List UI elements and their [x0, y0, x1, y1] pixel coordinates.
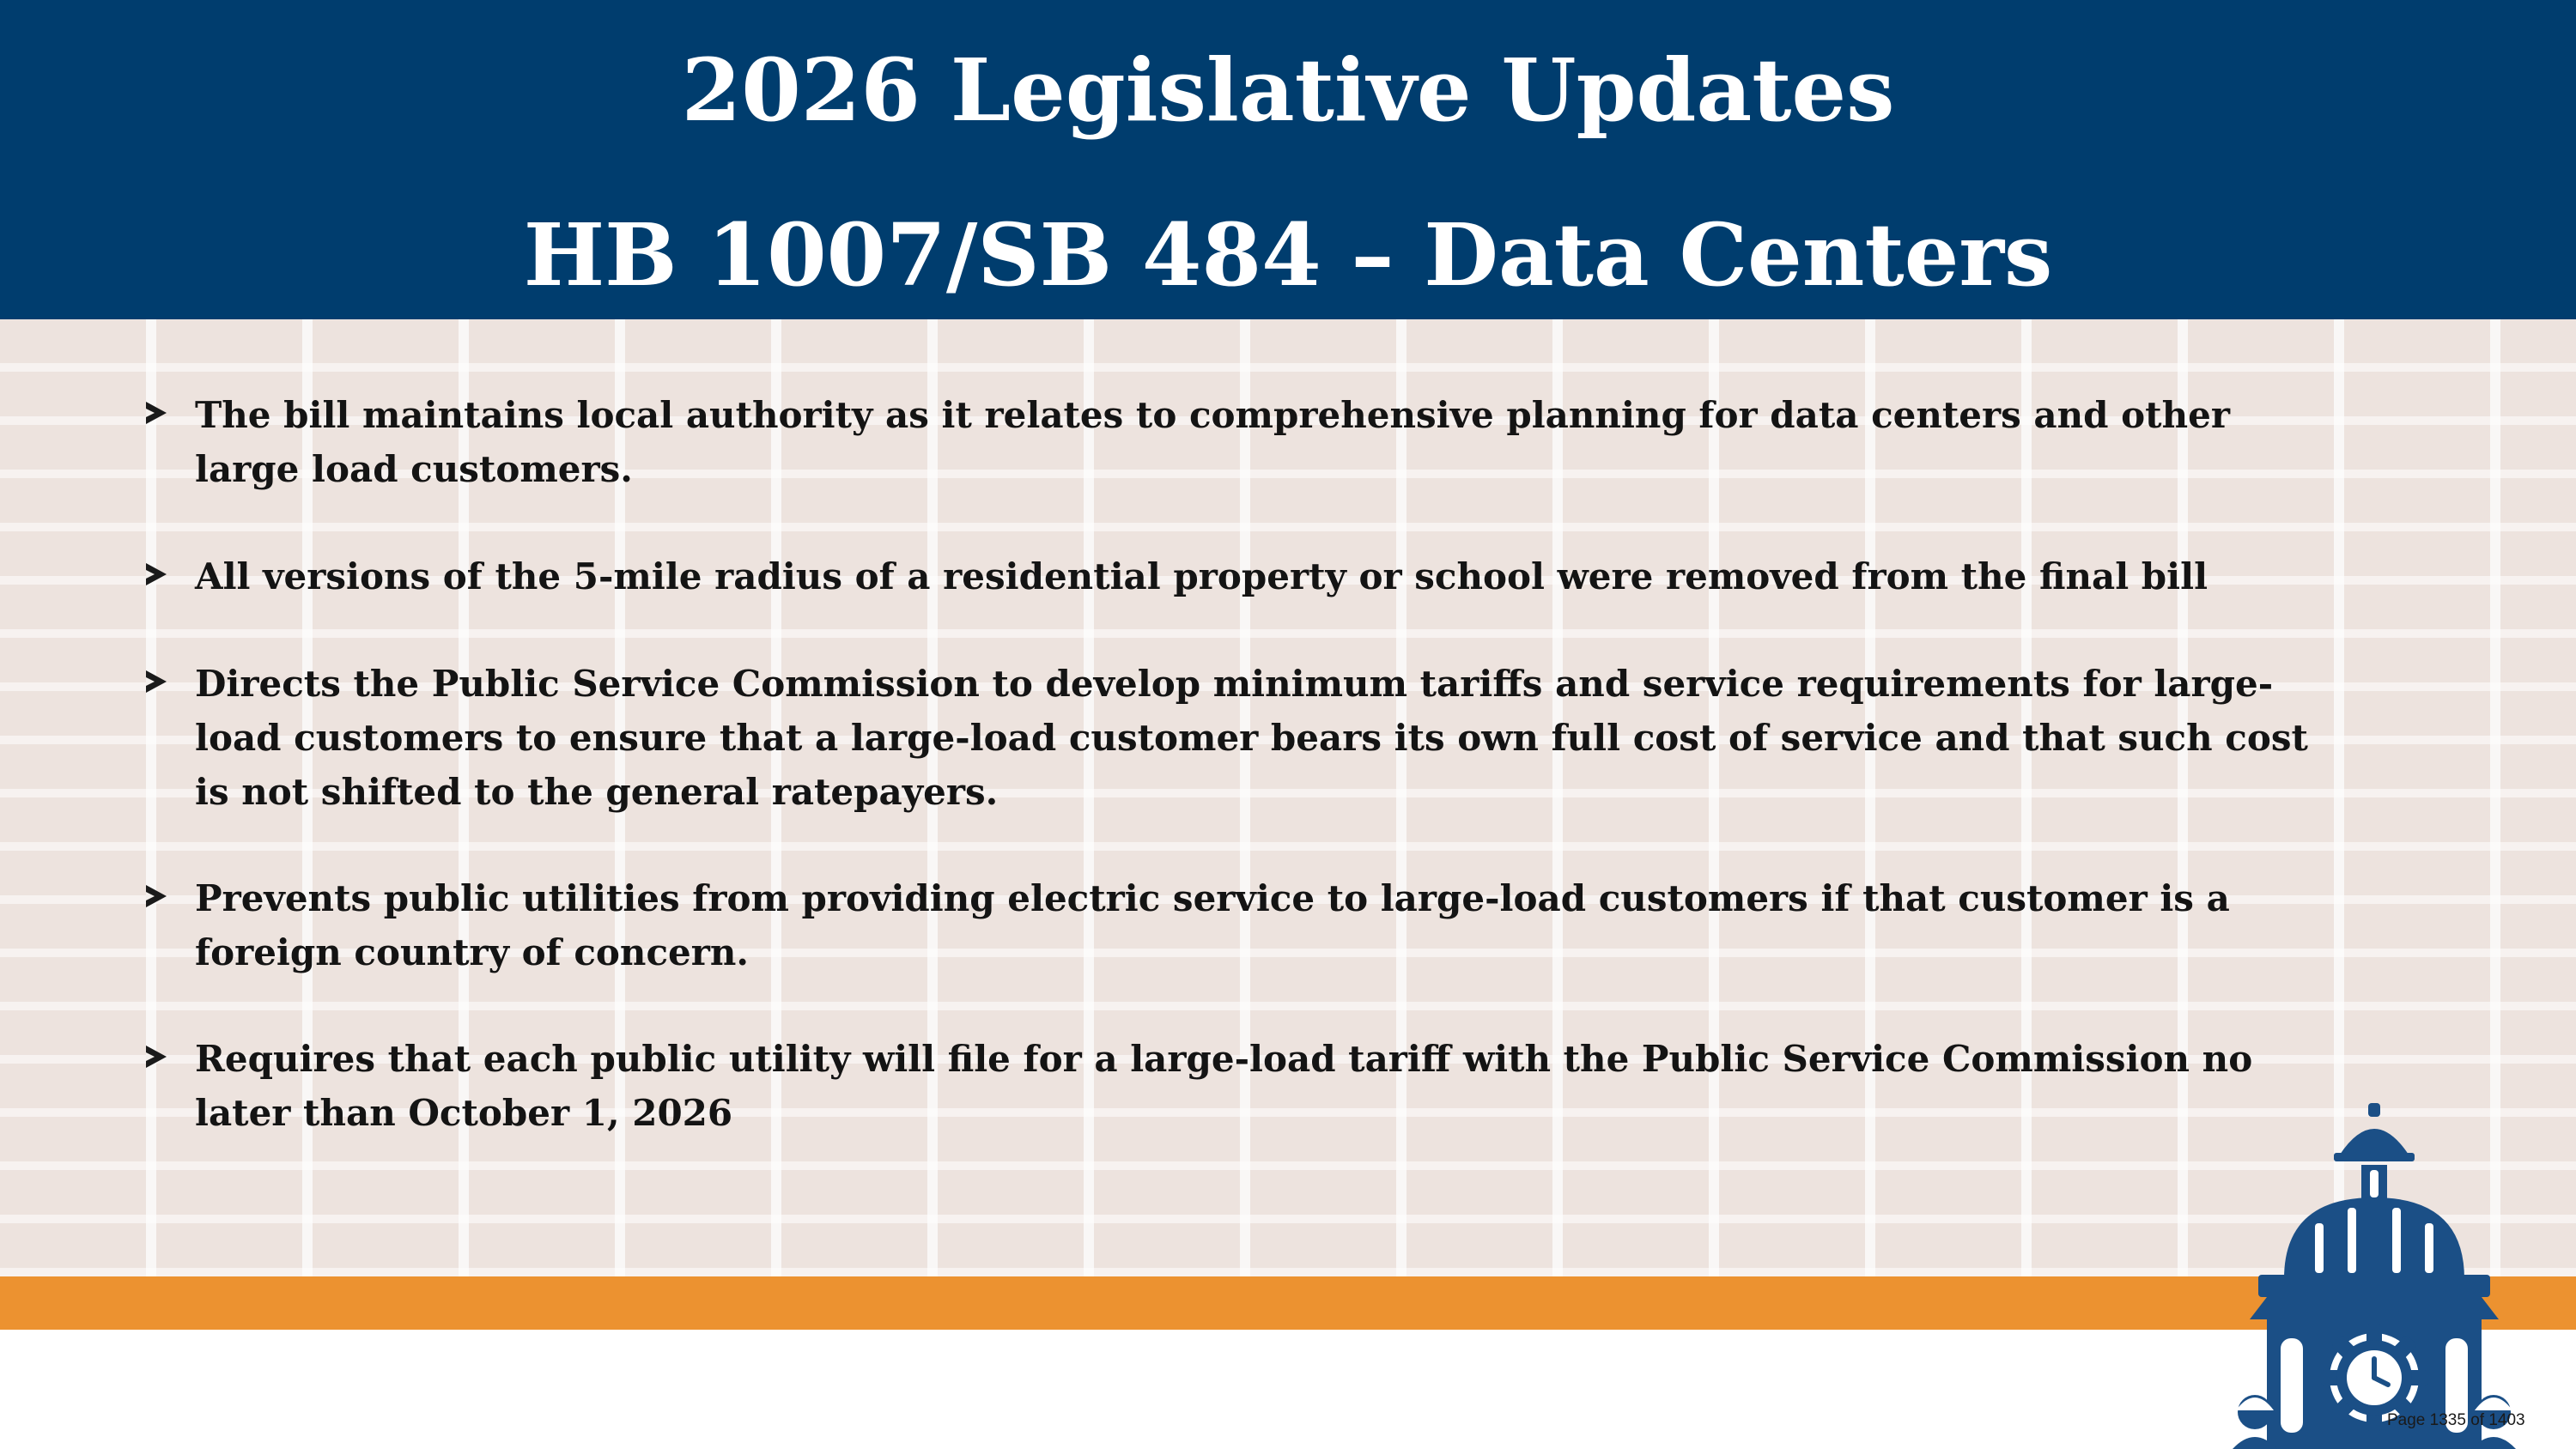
bullet-text: The bill maintains local authority as it relates to comprehensive planning for data centers and other large load customers.	[195, 394, 2230, 490]
arrowhead-bullet-icon	[146, 885, 167, 907]
bullet-text: Directs the Public Service Commission to develop minimum tariffs and service requirements for large-load customers to ensure that a large-load customer bears its own full cost of service and that such cost is not shifted to the general ratepayers.	[195, 663, 2308, 813]
capitol-dome-gear-clock-logo	[2233, 1094, 2516, 1449]
slide-body	[0, 319, 2576, 1276]
bullet-text: All versions of the 5-mile radius of a residential property or school were removed from the final bill	[195, 555, 2208, 597]
accent-stripe	[0, 1276, 2576, 1330]
bullet-text: Prevents public utilities from providing electric service to large-load customers if that customer is a foreign country of concern.	[195, 877, 2230, 973]
arrowhead-bullet-icon	[146, 1046, 167, 1068]
page-number: Page 1335 of 1403	[2387, 1411, 2525, 1429]
slide-header	[0, 0, 2576, 319]
slide-subtitle: HB 1007/SB 484 – Data Centers	[523, 204, 2053, 306]
bullet-list	[0, 319, 2576, 1276]
slide-footer	[0, 1330, 2576, 1449]
arrowhead-bullet-icon	[146, 402, 167, 424]
arrowhead-bullet-icon	[146, 563, 167, 585]
arrowhead-bullet-icon	[146, 670, 167, 693]
bullet-text: Requires that each public utility will file for a large-load tariff with the Public Service Commission no later than October 1, 2026	[195, 1038, 2253, 1134]
slide-title: 2026 Legislative Updates	[681, 39, 1895, 141]
